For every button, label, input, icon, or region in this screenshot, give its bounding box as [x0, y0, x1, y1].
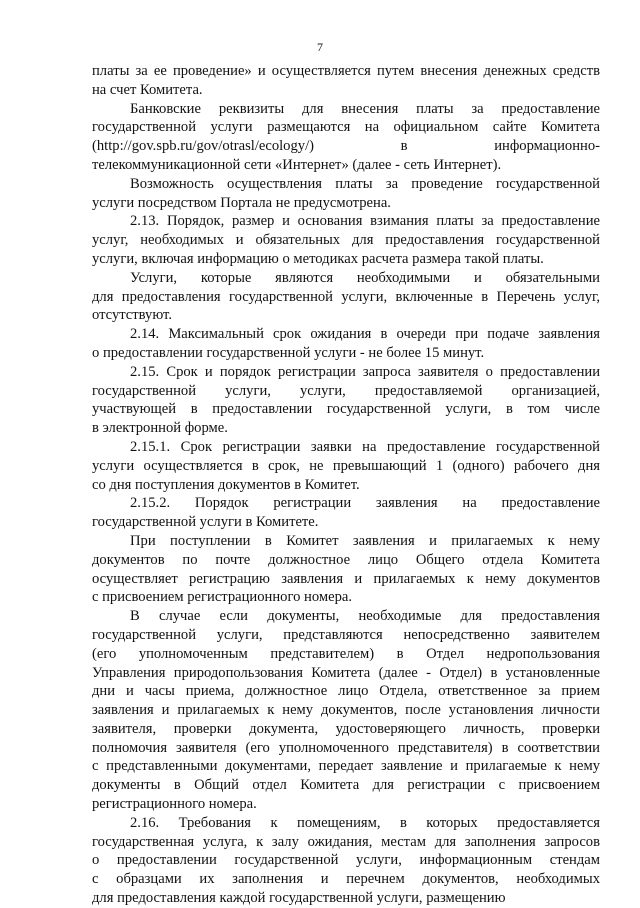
paragraph: [92, 607, 600, 814]
text-line: заявителя, проверки документа, удостоверяющего личность, проверки: [92, 720, 600, 737]
text-line: (его уполномоченным представителем) в Отдел недропользования: [92, 645, 600, 662]
text-line: Возможность осуществления платы за проведение государственной: [130, 175, 600, 192]
text-line: о предоставлении государственной услуги, информационным стендам: [92, 852, 600, 869]
text-line: услуг, необходимых и обязательных для предоставления государственной: [92, 232, 600, 249]
text-line: дни и часы приема, должностное лицо Отдела, ответственное за прием: [92, 683, 600, 700]
text-line: для предоставления государственной услуги, включенные в Перечень услуг,: [92, 288, 600, 305]
text-line: регистрационного номера.: [92, 796, 257, 813]
text-line: Управления природопользования Комитета (далее - Отдел) в установленные: [92, 664, 600, 681]
paragraph: [92, 438, 600, 494]
text-line: полномочия заявителя (его уполномоченного представителя) в соответствии: [92, 739, 600, 756]
text-line: услуги осуществляется в срок, не превышающий 1 (одного) рабочего дня: [92, 457, 600, 474]
text-line: 2.15.1. Срок регистрации заявки на предоставление государственной: [130, 438, 600, 455]
text-line: с представленными документами, передает заявление и прилагаемые к нему: [92, 758, 600, 775]
text-line: о предоставлении государственной услуги - не более 15 минут.: [92, 344, 485, 361]
text-line: 2.15. Срок и порядок регистрации запроса заявителя о предоставлении: [130, 363, 600, 380]
paragraph: [92, 814, 600, 908]
paragraph: [92, 363, 600, 438]
text-line: государственной услуги, представляются непосредственно заявителем: [92, 626, 600, 643]
paragraph: [92, 175, 600, 213]
paragraph: [92, 532, 600, 607]
text-line: услуги, включая информацию о методиках расчета размера такой платы.: [92, 250, 544, 267]
text-line: 2.13. Порядок, размер и основания взимания платы за предоставление: [130, 213, 600, 230]
text-line: телекоммуникационной сети «Интернет» (далее - сеть Интернет).: [92, 156, 502, 173]
text-line: с присвоением регистрационного номера.: [92, 589, 352, 606]
text-line: с образцами их заполнения и перечнем документов, необходимых: [92, 871, 600, 888]
text-line: в электронной форме.: [92, 420, 228, 437]
paragraph: [92, 62, 600, 100]
text-line: (http://gov.spb.ru/gov/otrasl/ecology/) в информационно-: [92, 138, 600, 155]
text-line: со дня поступления документов в Комитет.: [92, 476, 360, 493]
text-line: государственная услуга, к залу ожидания, местам для заполнения запросов: [92, 833, 600, 850]
paragraph: [92, 100, 600, 175]
text-line: Банковские реквизиты для внесения платы за предоставление: [130, 100, 600, 117]
text-line: В случае если документы, необходимые для предоставления: [130, 608, 600, 625]
text-line: участвующей в предоставлении государственной услуги, в том числе: [92, 401, 600, 418]
text-line: 2.14. Максимальный срок ожидания в очереди при подаче заявления: [130, 326, 600, 343]
text-line: государственной услуги размещаются на официальном сайте Комитета: [92, 119, 600, 136]
text-line: отсутствуют.: [92, 307, 172, 324]
text-line: государственной услуги, услуги, предоставляемой организацией,: [92, 382, 600, 399]
page-number: 7: [317, 40, 323, 54]
text-line: 2.16. Требования к помещениям, в которых предоставляется: [130, 814, 600, 831]
paragraph: [92, 494, 600, 532]
text-line: услуги посредством Портала не предусмотрена.: [92, 194, 391, 211]
text-line: для предоставления каждой государственной услуги, размещению: [92, 890, 506, 907]
text-line: Услуги, которые являются необходимыми и обязательными: [130, 269, 600, 286]
text-line: платы за ее проведение» и осуществляется путем внесения денежных средств: [92, 63, 600, 79]
text-line: осуществляет регистрацию заявления и прилагаемых к нему документов: [92, 570, 600, 587]
paragraph: [92, 269, 600, 325]
paragraph: [92, 325, 600, 363]
document-body: [92, 62, 600, 908]
text-line: документов по почте должностное лицо Общего отдела Комитета: [92, 551, 600, 568]
text-line: государственной услуги в Комитете.: [92, 514, 319, 531]
text-line: на счет Комитета.: [92, 81, 203, 98]
text-line: 2.15.2. Порядок регистрации заявления на предоставление: [130, 495, 600, 512]
text-line: заявления и прилагаемых к нему документов, после установления личности: [92, 702, 600, 719]
text-line: документы в Общий отдел Комитета для регистрации с присвоением: [92, 777, 600, 794]
text-line: При поступлении в Комитет заявления и прилагаемых к нему: [130, 532, 600, 549]
paragraph: [92, 212, 600, 268]
